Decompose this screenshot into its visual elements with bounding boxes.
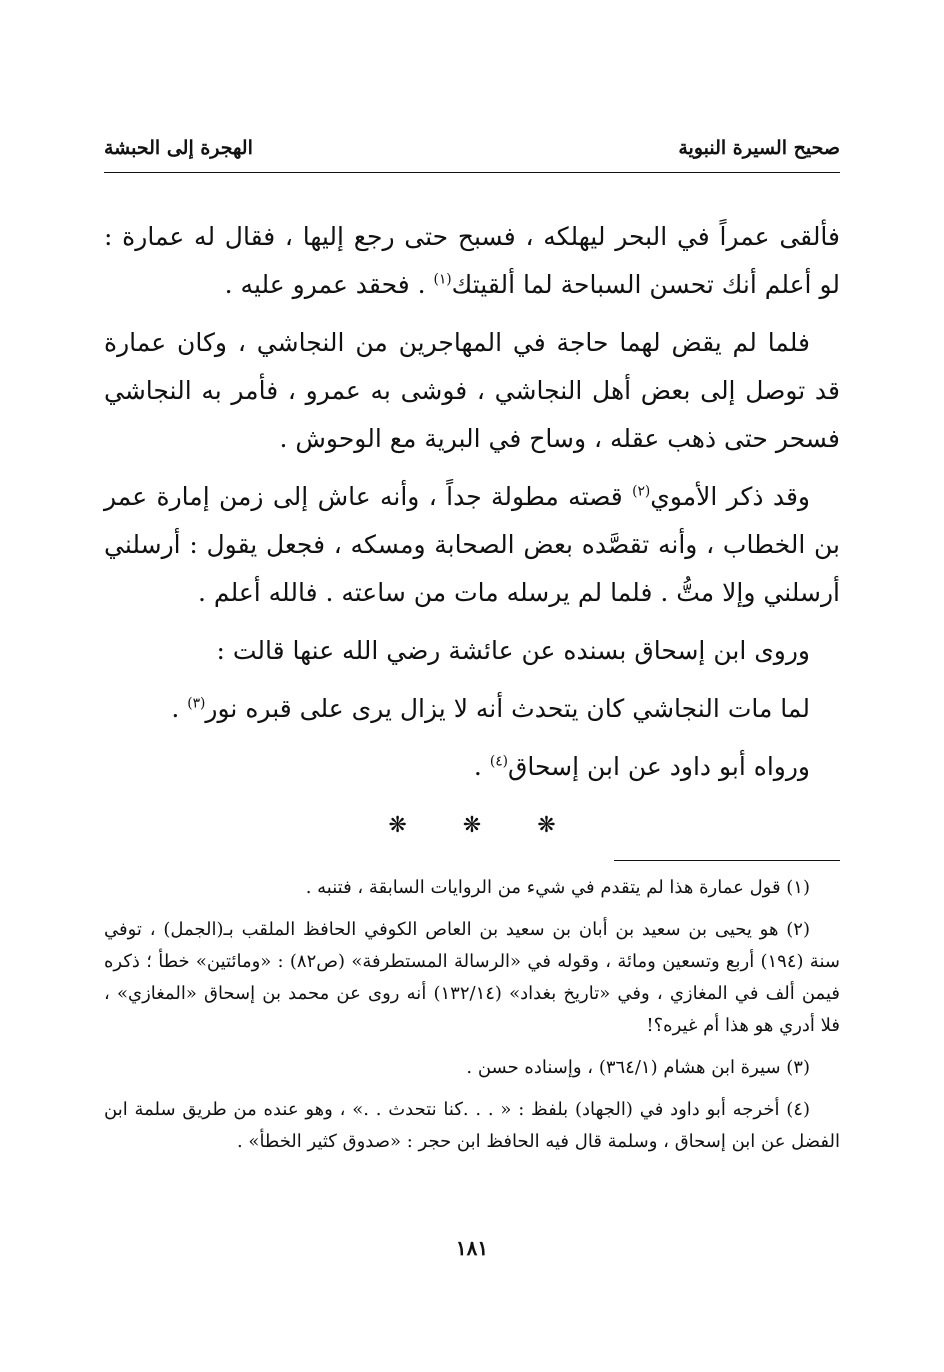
body-text xyxy=(104,213,840,801)
p1-text-a: فألقى عمراً في البحر ليهلكه ، فسبح حتى رجع إليها ، فقال له عمارة : لو أعلم أنك تحسن السباحة لما ألقيتك xyxy=(104,222,840,299)
p1-text-b: . فحقد عمرو عليه . xyxy=(224,270,434,299)
p6-text-a: ورواه أبو داود عن ابن إسحاق xyxy=(507,752,810,781)
paragraph-6 xyxy=(104,743,840,791)
section-separator xyxy=(104,806,840,846)
footnote-rule xyxy=(614,860,840,861)
footnote-ref-2: (٢) xyxy=(632,483,651,500)
footnote-ref-1: (١) xyxy=(433,271,452,288)
separator-star: ❋ xyxy=(388,813,407,838)
p6-text-b: . xyxy=(473,752,490,781)
p5-text-a: لما مات النجاشي كان يتحدث أنه لا يزال يرى على قبره نور xyxy=(205,694,810,723)
footnote-4: (٤) أخرجه أبو داود في (الجهاد) بلفظ : « . . .كنا نتحدث . .» ، وهو عنده من طريق سلمة ابن الفضل عن ابن إسحاق ، وسلمة قال فيه الحافظ ابن حجر : «صدوق كثير الخطأ» . xyxy=(104,1099,840,1152)
footnote-2: (٢) هو يحيى بن سعيد بن أبان بن سعيد بن العاص الكوفي الحافظ الملقب بـ(الجمل) ، توفي سنة (١٩٤) أربع وتسعين ومائة ، وقوله في «الرسالة المستطرفة» (ص٨٢) : «ومائتين» خطأ ؛ ذكره فيمن ألف في المغازي ، وفي «تاريخ بغداد» (١٣٢/١٤) أنه روى عن محمد بن إسحاق «المغازي» ، فلا أدري هو هذا أم غيره؟! xyxy=(104,919,840,1036)
paragraph-2: فلما لم يقض لهما حاجة في المهاجرين من النجاشي ، وكان عمارة قد توصل إلى بعض أهل النجاشي ، فوشى به عمرو ، فأمر به النجاشي فسحر حتى ذهب عقله ، وساح في البرية مع الوحوش . xyxy=(104,328,840,453)
paragraph-5 xyxy=(104,685,840,733)
p3-text-b: قصته مطولة جداً ، وأنه عاش إلى زمن إمارة عمر بن الخطاب ، وأنه تقصَّده بعض الصحابة ومسكه ، فجعل يقول : أرسلني أرسلني وإلا متُّ . فلما لم يرسله مات من ساعته . فالله أعلم . xyxy=(104,482,840,607)
p5-text-b: . xyxy=(171,694,188,723)
running-header xyxy=(104,128,840,168)
footnote-3: (٣) سيرة ابن هشام (٣٦٤/١) ، وإسناده حسن . xyxy=(466,1057,810,1078)
footnote-ref-3: (٣) xyxy=(187,695,206,712)
footnote-ref-4: (٤) xyxy=(489,753,508,770)
p3-text-a: وقد ذكر الأموي xyxy=(650,482,810,511)
paragraph-3 xyxy=(104,473,840,617)
book-title: صحيح السيرة النبوية xyxy=(678,137,840,159)
chapter-title: الهجرة إلى الحبشة xyxy=(104,137,253,159)
footnote-1: (١) قول عمارة هذا لم يتقدم في شيء من الروايات السابقة ، فتنبه . xyxy=(305,877,810,898)
paragraph-1 xyxy=(104,213,840,309)
separator-star: ❋ xyxy=(537,813,556,838)
separator-star: ❋ xyxy=(462,813,482,838)
paragraph-4: وروى ابن إسحاق بسنده عن عائشة رضي الله عنها قالت : xyxy=(216,636,810,665)
footnotes xyxy=(104,872,840,1168)
header-rule xyxy=(104,172,840,173)
page-number: ١٨١ xyxy=(455,1236,489,1260)
